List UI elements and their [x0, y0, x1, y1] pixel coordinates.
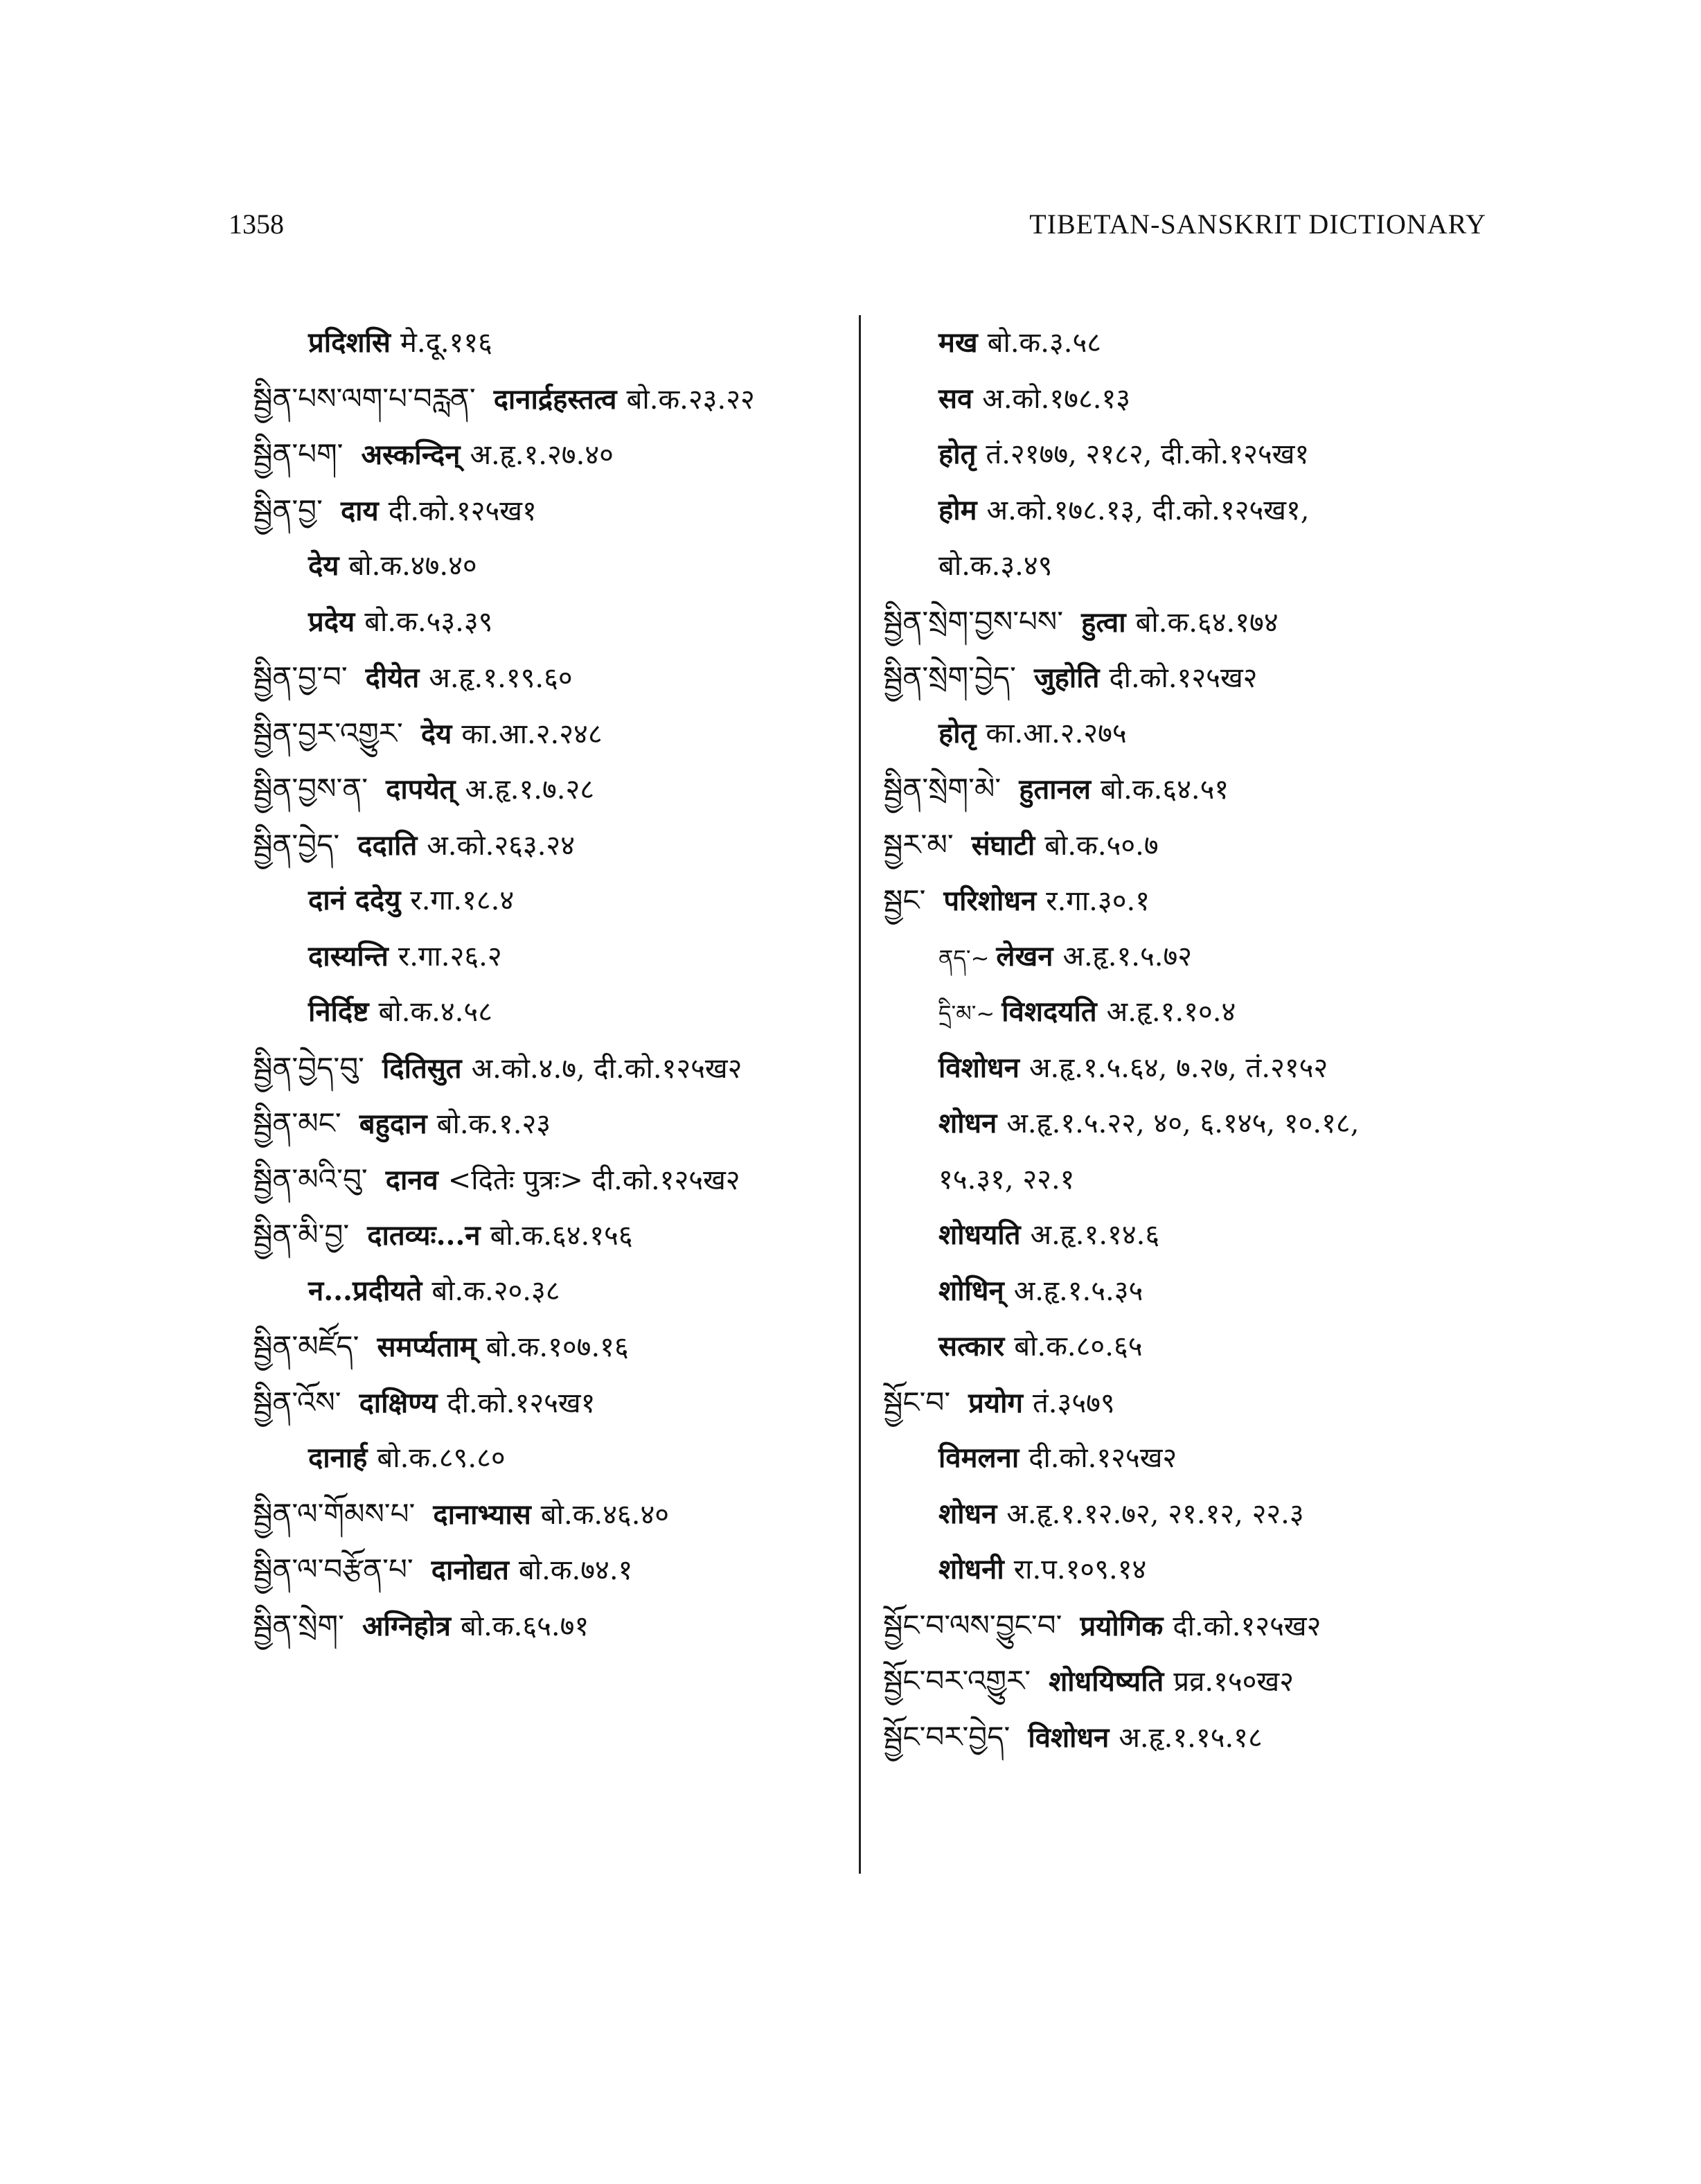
sanskrit-equivalent: देय	[420, 717, 452, 750]
source-reference: अ.को.१७८.१३	[982, 382, 1131, 415]
source-reference: दी.को.१२५ख१	[447, 1387, 596, 1419]
sanskrit-equivalent: होतृ	[938, 716, 977, 749]
sanskrit-equivalent: समर्प्यताम्	[377, 1331, 477, 1363]
tibetan-headword: སྦྱིན་ལ་བརྩོན་པ་	[253, 1552, 413, 1586]
dictionary-entry	[253, 371, 848, 427]
sanskrit-equivalent: दास्यन्ति	[308, 939, 389, 973]
sanskrit-equivalent: प्रयोगिक	[1080, 1609, 1164, 1642]
sanskrit-equivalent: हुतानल	[1019, 773, 1091, 806]
source-reference: बो.क.५०.७	[1044, 829, 1159, 862]
tibetan-headword: སྦྱིན་པས་ལག་པ་བརླན་	[253, 381, 476, 416]
source-reference: <दितेः पुत्रः> दी.को.१२५ख२	[447, 1164, 740, 1196]
dictionary-entry	[883, 873, 1506, 929]
sanskrit-equivalent: देय	[308, 549, 339, 582]
source-reference: बो.क.२३.२२	[626, 383, 755, 416]
dictionary-entry	[253, 594, 848, 650]
source-reference: दी.को.१२५ख२	[1028, 1442, 1177, 1474]
source-reference: दी.को.१२५ख१	[388, 495, 537, 527]
dictionary-entry	[253, 1486, 848, 1543]
tibetan-headword: སྦྱིན་མི་བྱ་	[253, 1218, 350, 1252]
source-reference: अ.हृ.१.१९.६०	[429, 662, 573, 694]
source-reference: बो.क.५३.३९	[364, 605, 493, 638]
source-reference: बो.क.४६.४०	[540, 1498, 670, 1531]
source-reference: बो.क.६५.७१	[460, 1610, 589, 1642]
sanskrit-equivalent: दापयेत्	[386, 773, 456, 806]
tibetan-headword: སྦྱིན་བྱེད་བུ་	[253, 1050, 364, 1085]
tibetan-headword: སྦྱིན་བྱ་	[253, 492, 323, 527]
source-reference: बो.क.८०.६५	[1014, 1331, 1143, 1362]
source-reference: अ.हृ.१.१४.६	[1030, 1219, 1160, 1251]
sanskrit-equivalent: मख	[938, 326, 978, 359]
dictionary-entry	[253, 1152, 848, 1208]
source-reference: तं.२१७७, २१८२, दी.को.१२५ख१	[986, 438, 1310, 470]
dictionary-entry	[253, 650, 848, 706]
dictionary-entry	[253, 1096, 848, 1152]
source-reference: १५.३१, २२.१	[938, 1163, 1075, 1196]
dictionary-entry	[883, 1375, 1506, 1431]
dictionary-entry	[883, 1486, 1506, 1543]
dictionary-entry	[253, 873, 848, 929]
dictionary-entry	[253, 1542, 848, 1598]
sanskrit-equivalent: विशोधन	[1028, 1721, 1110, 1754]
sanskrit-equivalent: दाक्षिण्य	[359, 1386, 438, 1419]
sanskrit-equivalent: होतृ	[938, 438, 977, 470]
sanskrit-equivalent: सत्कार	[938, 1330, 1005, 1362]
left-column	[253, 315, 848, 1653]
source-reference: अ.हृ.१.१५.१८	[1119, 1721, 1263, 1754]
sanskrit-equivalent: ददाति	[357, 828, 418, 862]
source-reference: अ.हृ.१.५.६४, ७.२७, तं.२१५२	[1028, 1051, 1328, 1084]
sanskrit-equivalent: सव	[938, 382, 973, 415]
dictionary-entry	[883, 1430, 1506, 1486]
source-reference: बो.क.३.५८	[987, 327, 1102, 359]
sanskrit-equivalent: न...प्रदीयते	[308, 1274, 422, 1307]
dictionary-entry	[883, 706, 1506, 762]
tibetan-headword: ནད་~	[938, 944, 990, 971]
sanskrit-equivalent: प्रदिशसि	[308, 326, 391, 359]
sanskrit-equivalent: परिशोधन	[943, 885, 1037, 917]
sanskrit-equivalent: संघाटी	[971, 828, 1035, 862]
source-reference: बो.क.४७.४०	[348, 550, 477, 582]
right-column	[883, 315, 1506, 1765]
dictionary-entry	[883, 483, 1506, 539]
sanskrit-equivalent: दितिसुत	[382, 1051, 462, 1085]
source-reference: बो.क.७४.१	[518, 1554, 633, 1586]
dictionary-entry	[883, 984, 1506, 1040]
sanskrit-equivalent: दानाभ्यास	[433, 1498, 531, 1531]
dictionary-entry	[253, 1040, 848, 1097]
page-number: 1358	[229, 208, 284, 240]
sanskrit-equivalent: हुत्वा	[1081, 605, 1126, 639]
source-reference: र.गा.२६.२	[398, 940, 502, 973]
dictionary-entry	[253, 1430, 848, 1486]
dictionary-entry	[253, 315, 848, 371]
dictionary-entry	[253, 817, 848, 873]
tibetan-headword: སྦྱར་མ་	[883, 827, 954, 862]
running-title: TIBETAN-SANSKRIT DICTIONARY	[1029, 208, 1486, 240]
source-reference: बो.क.६४.५१	[1100, 774, 1229, 806]
tibetan-headword: སྦྱིན་འོས་	[253, 1385, 341, 1419]
sanskrit-equivalent: दानं ददेयु	[308, 884, 401, 916]
column-divider	[859, 315, 861, 1874]
source-reference: रा.प.१०९.१४	[1013, 1554, 1147, 1586]
source-reference: अ.हृ.१.५.७२	[1062, 940, 1193, 973]
sanskrit-equivalent: दीयेत	[365, 662, 420, 694]
source-reference: प्रव्र.१५०ख२	[1173, 1666, 1294, 1698]
dictionary-entry	[883, 594, 1506, 650]
tibetan-headword: སྦྱིན་མའི་བུ་	[253, 1162, 368, 1196]
sanskrit-equivalent: जुहोति	[1033, 662, 1100, 694]
sanskrit-equivalent: शोधनी	[938, 1553, 1004, 1586]
sanskrit-equivalent: दानार्द्रहस्तत्व	[493, 382, 617, 416]
source-reference: बो.क.६४.१५६	[490, 1220, 633, 1252]
sanskrit-equivalent: लेखन	[996, 939, 1053, 973]
tibetan-headword: སྦྱིན་བྱར་འགྱུར་	[253, 716, 403, 750]
sanskrit-equivalent: विमलना	[938, 1441, 1019, 1474]
dictionary-entry	[253, 929, 848, 985]
dictionary-entry	[253, 761, 848, 817]
dictionary-entry	[883, 1263, 1506, 1320]
source-reference: बो.क.१०७.१६	[486, 1331, 629, 1363]
tibetan-headword: སྦྱིན་ལ་གོམས་པ་	[253, 1496, 416, 1531]
source-reference: दी.को.१२५ख२	[1109, 662, 1258, 694]
dictionary-entry	[883, 1152, 1506, 1208]
source-reference: अ.को.२६३.२४	[427, 829, 576, 862]
dictionary-entry	[253, 1319, 848, 1375]
sanskrit-equivalent: बहुदान	[359, 1108, 427, 1140]
tibetan-headword: སྦྱིན་མཛོད་	[253, 1329, 359, 1363]
source-reference: अ.को.१७८.१३, दी.को.१२५ख१,	[986, 494, 1310, 526]
sanskrit-equivalent: अस्कन्दिन्	[361, 438, 461, 471]
tibetan-headword: སྦྱིན་སྲེག་མེ་	[883, 772, 1001, 806]
source-reference: बो.क.२०.३८	[431, 1275, 560, 1307]
source-reference: अ.हृ.१.५.२२, ४०, ६.१४५, १०.१८,	[1006, 1108, 1360, 1139]
dictionary-entry	[883, 1319, 1506, 1375]
source-reference: र.गा.३०.१	[1046, 885, 1150, 917]
sanskrit-equivalent: शोधन	[938, 1107, 997, 1139]
source-reference: अ.हृ.१.१२.७२, २१.१२, २२.३	[1006, 1498, 1304, 1530]
tibetan-headword: སྦྱང་	[883, 883, 926, 917]
dictionary-entry	[253, 1207, 848, 1263]
sanskrit-equivalent: प्रदेय	[308, 605, 355, 638]
sanskrit-equivalent: दाय	[340, 494, 379, 527]
dictionary-entry	[253, 1375, 848, 1431]
sanskrit-equivalent: प्रयोग	[968, 1386, 1023, 1419]
source-reference: बो.क.१.२३	[436, 1108, 551, 1140]
tibetan-headword: སྦྱིན་པག་	[253, 437, 344, 471]
tibetan-headword: དྲི་མ་~	[938, 1000, 995, 1027]
source-reference: तं.३५७९	[1033, 1387, 1115, 1419]
tibetan-headword: སྦྱིན་བྱ་བ་	[253, 660, 348, 694]
source-reference: बो.क.४.५८	[378, 996, 492, 1028]
source-reference: अ.हृ.१.७.२८	[465, 774, 595, 806]
source-reference: अ.को.४.७, दी.को.१२५ख२	[471, 1052, 742, 1085]
sanskrit-equivalent: होम	[938, 493, 977, 526]
dictionary-entry	[883, 315, 1506, 371]
dictionary-entry	[883, 650, 1506, 706]
dictionary-entry	[253, 538, 848, 594]
source-reference: मे.दू.११६	[400, 327, 492, 359]
dictionary-entry	[883, 761, 1506, 817]
dictionary-entry	[253, 1263, 848, 1320]
source-reference: अ.हृ.१.५.३५	[1013, 1275, 1143, 1307]
dictionary-entry	[883, 1096, 1506, 1152]
dictionary-entry	[883, 1207, 1506, 1263]
dictionary-entry	[253, 984, 848, 1040]
dictionary-entry	[883, 1598, 1506, 1654]
dictionary-entry	[253, 706, 848, 762]
tibetan-headword: སྦྱིན་མང་	[253, 1106, 341, 1140]
dictionary-entry	[883, 1542, 1506, 1598]
source-reference: दी.को.१२५ख२	[1173, 1610, 1321, 1642]
dictionary-entry	[253, 483, 848, 539]
dictionary-entry	[883, 929, 1506, 985]
sanskrit-equivalent: विशदयति	[1001, 995, 1097, 1028]
source-reference: अ.हृ.१.२७.४०	[470, 439, 614, 471]
tibetan-headword: སྦྱོང་བར་འགྱུར་	[883, 1664, 1031, 1698]
source-reference: का.आ.२.२७५	[986, 717, 1127, 749]
dictionary-entry	[883, 1710, 1506, 1766]
source-reference: का.आ.२.२४८	[461, 718, 603, 750]
dictionary-entry	[883, 371, 1506, 427]
source-reference: बो.क.८९.८०	[377, 1442, 506, 1474]
sanskrit-equivalent: निर्दिष्ट	[308, 995, 369, 1028]
dictionary-entry	[883, 427, 1506, 483]
tibetan-headword: སྦྱོང་བར་བྱེད་	[883, 1719, 1010, 1754]
sanskrit-equivalent: दानोद्यत	[431, 1554, 509, 1586]
sanskrit-equivalent: दानव	[385, 1163, 438, 1196]
dictionary-entry	[253, 1598, 848, 1654]
sanskrit-equivalent: शोधयिष्यति	[1049, 1665, 1164, 1698]
dictionary-entry	[883, 538, 1506, 594]
dictionary-entry	[883, 817, 1506, 873]
source-reference: बो.क.३.४९	[938, 550, 1053, 582]
sanskrit-equivalent: दातव्यः...न	[367, 1219, 481, 1252]
sanskrit-equivalent: विशोधन	[938, 1051, 1019, 1084]
tibetan-headword: སྦྱིན་སྲེག་བྱས་པས་	[883, 604, 1064, 639]
tibetan-headword: སྦྱོང་བ་	[883, 1385, 951, 1419]
tibetan-headword: སྦྱོང་བ་ལས་བྱུང་བ་	[883, 1608, 1062, 1642]
dictionary-entry	[883, 1040, 1506, 1097]
source-reference: अ.हृ.१.१०.४	[1106, 996, 1236, 1028]
sanskrit-equivalent: अग्निहोत्र	[362, 1609, 451, 1642]
sanskrit-equivalent: शोधयति	[938, 1218, 1021, 1251]
source-reference: बो.क.६४.१७४	[1135, 606, 1279, 639]
sanskrit-equivalent: शोधिन्	[938, 1274, 1004, 1307]
tibetan-headword: སྦྱིན་སྲེག་	[253, 1608, 344, 1642]
dictionary-entry	[883, 1653, 1506, 1710]
tibetan-headword: སྦྱིན་སྲེག་བྱེད་	[883, 660, 1016, 694]
tibetan-headword: སྦྱིན་བྱེད་	[253, 827, 340, 862]
sanskrit-equivalent: शोधन	[938, 1497, 997, 1530]
tibetan-headword: སྦྱིན་བྱས་ན་	[253, 772, 368, 806]
dictionary-entry	[253, 427, 848, 483]
sanskrit-equivalent: दानार्ह	[308, 1441, 368, 1474]
source-reference: र.गा.१८.४	[410, 885, 515, 916]
